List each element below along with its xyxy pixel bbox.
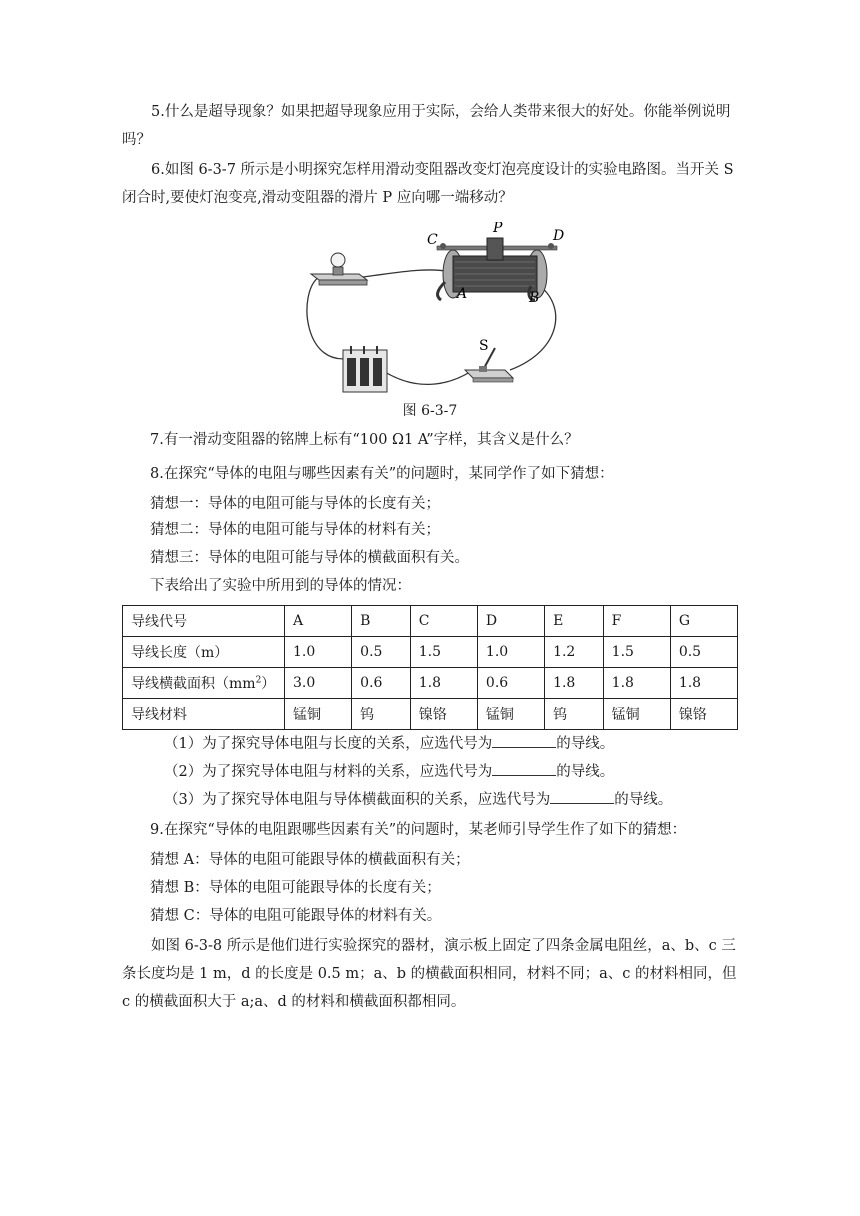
header-superscript: 2: [255, 675, 262, 686]
table-cell: 0.6: [352, 668, 411, 699]
answer-blank-3[interactable]: [550, 789, 614, 804]
question-8-guess-3: 猜想三：导体的电阻可能与导体的横截面积有关。: [150, 550, 469, 566]
table-cell: 镍铬: [670, 699, 737, 730]
question-5: 5.什么是超导现象？如果把超导现象应用于实际，会给人类带来很大的好处。你能举例说明吗？: [122, 104, 731, 148]
label-P: P: [493, 222, 503, 236]
sub-question-3: [164, 786, 672, 814]
table-cell: 0.5: [352, 637, 411, 668]
table-cell: 锰铜: [285, 699, 352, 730]
table-row: [123, 606, 738, 637]
wire-lamp-battery: [307, 277, 355, 359]
wire-battery-switch: [385, 372, 470, 384]
table-cell: C: [410, 606, 477, 637]
table-row-header: 导线材料: [123, 699, 285, 730]
table-cell: 1.0: [285, 637, 352, 668]
question-6: 6.如图 6-3-7 所示是小明探究怎样用滑动变阻器改变灯泡亮度设计的实验电路图。当开关 S 闭合时,要使灯泡变亮,滑动变阻器的滑片 P 应向哪一端移动？: [122, 162, 734, 206]
header-text: 导线横截面积（mm: [131, 676, 256, 692]
question-8-guess-1: 猜想一：导体的电阻可能与导体的长度有关；: [150, 496, 440, 512]
sub-question-1-text: （1）为了探究导体电阻与长度的关系，应选代号为: [164, 736, 493, 752]
sub-question-3-text: （3）为了探究导体电阻与导体横截面积的关系，应选代号为: [164, 792, 551, 808]
table-row: [123, 699, 738, 730]
table-intro: 下表给出了实验中所用到的导体的情况：: [150, 578, 411, 594]
table-cell: 1.5: [410, 637, 477, 668]
table-cell: 0.5: [670, 637, 737, 668]
sub-question-2: [164, 758, 614, 786]
sub-question-1: [164, 730, 614, 758]
sub-question-2-text: （2）为了探究导体电阻与材料的关系，应选代号为: [164, 764, 493, 780]
header-tail: ）: [261, 676, 276, 692]
table-cell: 1.8: [603, 668, 670, 699]
sub-question-3-tail: 的导线。: [614, 792, 673, 808]
answer-blank-1[interactable]: [492, 733, 556, 748]
answer-blank-2[interactable]: [492, 761, 556, 776]
figure-caption-6-3-7: 图 6-3-7: [402, 403, 458, 419]
table-cell: 1.8: [545, 668, 604, 699]
table-cell: 镍铬: [410, 699, 477, 730]
question-7: 7.有一滑动变阻器的铭牌上标有“100 Ω1 A”字样，其含义是什么？: [150, 432, 579, 448]
switch: [465, 348, 513, 382]
label-S: S: [479, 338, 489, 354]
table-row: [123, 668, 738, 699]
table-cell: 钨: [545, 699, 604, 730]
table-cell: 锰铜: [477, 699, 544, 730]
wire-lamp-rheostat: [363, 270, 450, 277]
conductor-table: [122, 605, 738, 730]
label-A: A: [457, 286, 468, 302]
table-cell: 1.8: [410, 668, 477, 699]
table-cell: 锰铜: [603, 699, 670, 730]
table-row: [123, 637, 738, 668]
table-cell: 0.6: [477, 668, 544, 699]
table-row-header: [123, 668, 285, 699]
question-8-guess-2: 猜想二：导体的电阻可能与导体的材料有关；: [150, 522, 440, 538]
circuit-figure: [305, 222, 595, 394]
sub-question-1-tail: 的导线。: [556, 736, 615, 752]
question-8-intro: 8.在探究“导体的电阻与哪些因素有关”的问题时，某同学作了如下猜想：: [150, 466, 614, 482]
table-cell: 1.2: [545, 637, 604, 668]
sub-question-2-tail: 的导线。: [556, 764, 615, 780]
question-9-body: 如图 6-3-8 所示是他们进行实验探究的器材，演示板上固定了四条金属电阻丝，a、b、c 三条长度均是 1 m，d 的长度是 0.5 m；a、b 的横截面积相同，材料不同；a、c 的材料相同，但 c 的横截面积大于 a;a、d 的材料和横截面积都相同。: [122, 938, 737, 1010]
question-9-guess-a: 猜想 A：导体的电阻可能跟导体的横截面积有关；: [150, 852, 470, 868]
lamp: [311, 253, 367, 285]
table-row-header: 导线长度（m）: [123, 637, 285, 668]
label-D: D: [553, 228, 565, 244]
label-B: B: [529, 290, 540, 306]
table-cell: 1.5: [603, 637, 670, 668]
question-9-guess-b: 猜想 B：导体的电阻可能跟导体的长度有关；: [150, 880, 441, 896]
table-cell: E: [545, 606, 604, 637]
table-cell: G: [670, 606, 737, 637]
table-cell: F: [603, 606, 670, 637]
table-cell: 1.0: [477, 637, 544, 668]
label-C: C: [427, 232, 438, 248]
question-9-intro: 9.在探究“导体的电阻跟哪些因素有关”的问题时，某老师引导学生作了如下的猜想：: [150, 822, 687, 838]
table-row-header: 导线代号: [123, 606, 285, 637]
table-cell: 钨: [352, 699, 411, 730]
table-cell: A: [285, 606, 352, 637]
question-9-guess-c: 猜想 C：导体的电阻可能跟导体的材料有关。: [150, 908, 442, 924]
table-cell: D: [477, 606, 544, 637]
battery-pack: [343, 346, 387, 392]
table-cell: B: [352, 606, 411, 637]
table-cell: 3.0: [285, 668, 352, 699]
table-cell: 1.8: [670, 668, 737, 699]
